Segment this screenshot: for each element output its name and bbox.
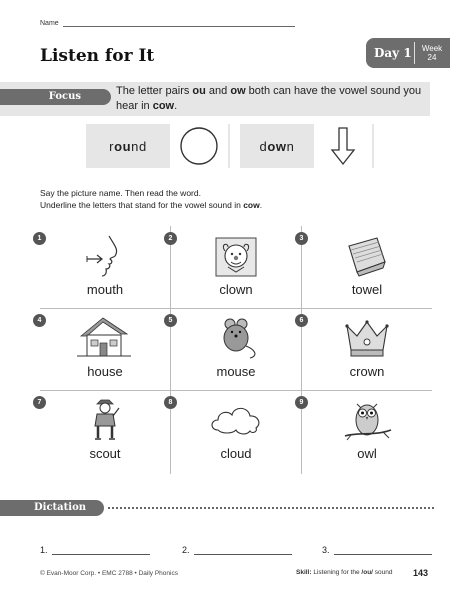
list-item (168, 392, 301, 470)
list-item (299, 228, 432, 306)
example-down (240, 124, 374, 168)
page-title: Listen for It (40, 46, 155, 66)
item-word: scout (89, 446, 121, 461)
instructions: Say the picture name. Then read the word. Underline the letters that stand for the vowel sound in cow. (40, 188, 263, 210)
name-row (40, 19, 295, 27)
item-number: 4 (33, 314, 46, 327)
list-item (37, 310, 170, 388)
list-item (299, 310, 432, 388)
mouse-icon (206, 314, 266, 360)
owl-icon (337, 396, 397, 442)
grid-line (40, 390, 432, 391)
scout-icon (75, 396, 135, 442)
item-number: 7 (33, 396, 46, 409)
example-word: d ow n (259, 138, 295, 154)
item-number: 2 (164, 232, 177, 245)
circle-picture (170, 124, 228, 168)
name-field[interactable] (63, 19, 295, 27)
week-label: Week 24 (421, 44, 443, 62)
example-word: r ou nd (109, 138, 147, 154)
grid-line (40, 308, 432, 309)
list-item (168, 310, 301, 388)
list-item (37, 228, 170, 306)
item-word: house (87, 364, 123, 379)
down-arrow-picture (314, 124, 372, 168)
answer-line-1[interactable] (52, 545, 150, 555)
focus-text: The letter pairs ou and ow both can have the vowel sound you hear in cow. (116, 85, 422, 112)
answer-3: 3. (322, 545, 432, 555)
list-item (299, 392, 432, 470)
clown-icon (206, 232, 266, 278)
day-label: Day 1 (374, 46, 412, 60)
item-word: clown (219, 282, 253, 297)
answer-1: 1. (40, 545, 150, 555)
item-word: crown (349, 364, 385, 379)
answer-line-3[interactable] (334, 545, 432, 555)
list-item (168, 228, 301, 306)
item-word: towel (351, 282, 383, 297)
house-icon (75, 314, 135, 360)
item-number: 8 (164, 396, 177, 409)
item-number: 1 (33, 232, 46, 245)
item-word: mouth (86, 282, 124, 297)
footer-copyright: © Evan-Moor Corp. • EMC 2788 • Daily Phonics (40, 570, 178, 577)
item-word: cloud (220, 446, 252, 461)
item-word: owl (357, 446, 377, 461)
list-item (37, 392, 170, 470)
day-week-badge (366, 38, 450, 68)
crown-icon (337, 314, 397, 360)
item-number: 6 (295, 314, 308, 327)
towel-icon (337, 232, 397, 278)
footer-skill: Skill: Listening for the /ou/ sound (296, 569, 393, 576)
cloud-icon (206, 396, 266, 442)
dotted-divider (108, 507, 434, 509)
answer-2: 2. (182, 545, 292, 555)
dictation-tag: Dictation (0, 500, 104, 516)
name-label: Name (40, 20, 59, 27)
mouth-icon (75, 232, 135, 278)
item-number: 9 (295, 396, 308, 409)
answer-line-2[interactable] (194, 545, 292, 555)
item-word: mouse (216, 364, 256, 379)
focus-tag: Focus (0, 89, 111, 105)
page-number: 143 (413, 568, 429, 578)
picture-word-grid (37, 226, 432, 474)
example-round (86, 124, 230, 168)
item-number: 3 (295, 232, 308, 245)
item-number: 5 (164, 314, 177, 327)
